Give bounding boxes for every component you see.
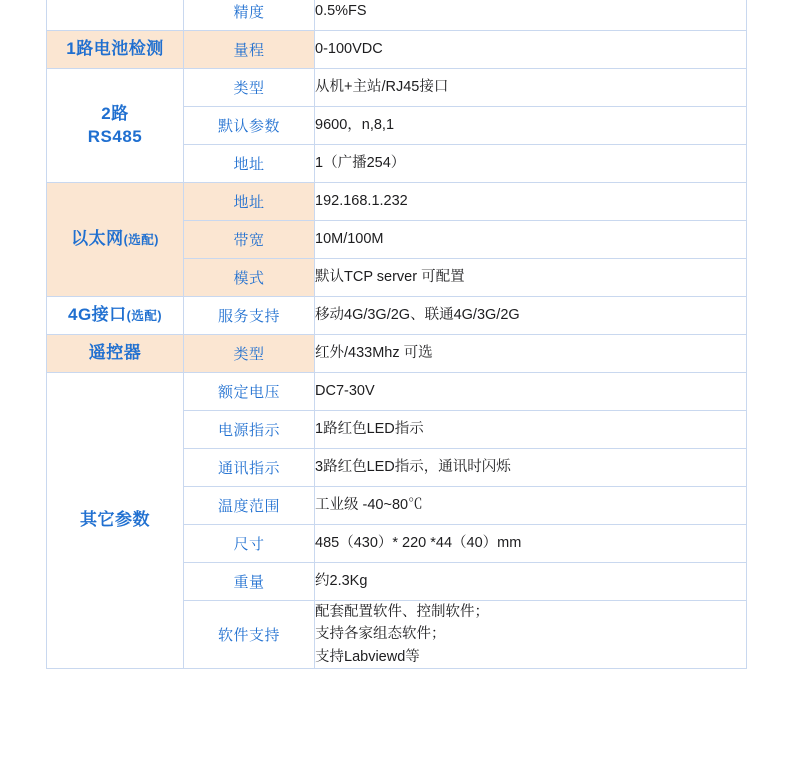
- category-cell: [47, 297, 184, 335]
- category-label: 其它参数: [80, 510, 150, 530]
- parameter-value-cell: 工业级 -40~80℃: [315, 487, 747, 525]
- parameter-name-cell: 电源指示: [184, 411, 315, 449]
- specification-table-container: [46, 0, 746, 669]
- category-label-line: 2路: [101, 104, 129, 124]
- parameter-name-cell: 带宽: [184, 221, 315, 259]
- table-row: [47, 31, 747, 69]
- parameter-name-cell: 类型: [184, 335, 315, 373]
- parameter-value-cell: 红外/433Mhz 可选: [315, 335, 747, 373]
- parameter-name-cell: 精度: [184, 0, 315, 31]
- parameter-value-cell: 约2.3Kg: [315, 563, 747, 601]
- table-row: [47, 373, 747, 411]
- category-label: 以太网: [71, 229, 124, 249]
- category-cell: [47, 335, 184, 373]
- parameter-name-cell: 默认参数: [184, 107, 315, 145]
- parameter-name-cell: 服务支持: [184, 297, 315, 335]
- parameter-value-cell: 3路红色LED指示，通讯时闪烁: [315, 449, 747, 487]
- table-row: [47, 183, 747, 221]
- parameter-name-cell: 软件支持: [184, 601, 315, 669]
- parameter-name-cell: 重量: [184, 563, 315, 601]
- category-label: 遥控器: [88, 343, 142, 363]
- category-cell: [47, 183, 184, 297]
- parameter-value-cell: 1路红色LED指示: [315, 411, 747, 449]
- parameter-value-cell: [315, 601, 747, 669]
- table-row: [47, 0, 747, 31]
- parameter-value-cell: 从机+主站/RJ45接口: [315, 69, 747, 107]
- parameter-value-cell: 0.5%FS: [315, 0, 747, 31]
- category-cell: [47, 69, 184, 183]
- parameter-value-cell: DC7-30V: [315, 373, 747, 411]
- parameter-value-cell: 192.168.1.232: [315, 183, 747, 221]
- parameter-name-cell: 地址: [184, 145, 315, 183]
- parameter-value-cell: 0-100VDC: [315, 31, 747, 69]
- specification-table: [46, 0, 747, 669]
- category-label-line: RS485: [87, 126, 143, 146]
- parameter-value-cell: 9600，n,8,1: [315, 107, 747, 145]
- parameter-value-line: 配套配置软件、控制软件；: [315, 604, 489, 620]
- parameter-value-cell: 485（430）* 220 *44（40）mm: [315, 525, 747, 563]
- parameter-name-cell: 模式: [184, 259, 315, 297]
- parameter-name-cell: 尺寸: [184, 525, 315, 563]
- parameter-value-cell: 1（广播254）: [315, 145, 747, 183]
- parameter-name-cell: 地址: [184, 183, 315, 221]
- parameter-value-cell: 移动4G/3G/2G、联通4G/3G/2G: [315, 297, 747, 335]
- category-cell: [47, 373, 184, 669]
- category-cell: [47, 31, 184, 69]
- category-label: 1路电池检测: [66, 39, 164, 59]
- parameter-value-cell: 默认TCP server 可配置: [315, 259, 747, 297]
- parameter-name-cell: 类型: [184, 69, 315, 107]
- parameter-name-cell: 额定电压: [184, 373, 315, 411]
- parameter-name-cell: 通讯指示: [184, 449, 315, 487]
- table-row: [47, 297, 747, 335]
- category-cell-empty: [47, 0, 184, 31]
- table-row: [47, 69, 747, 107]
- table-row: [47, 335, 747, 373]
- parameter-value-cell: 10M/100M: [315, 221, 747, 259]
- specification-table-body: [47, 0, 747, 669]
- category-suffix: (选配): [126, 309, 162, 324]
- parameter-value-line: 支持Labviewd等: [315, 648, 420, 665]
- parameter-value-line: 支持各家组态软件；: [315, 626, 446, 643]
- category-label: 4G接口: [67, 305, 127, 325]
- parameter-name-cell: 量程: [184, 31, 315, 69]
- category-suffix: (选配): [123, 233, 159, 248]
- parameter-name-cell: 温度范围: [184, 487, 315, 525]
